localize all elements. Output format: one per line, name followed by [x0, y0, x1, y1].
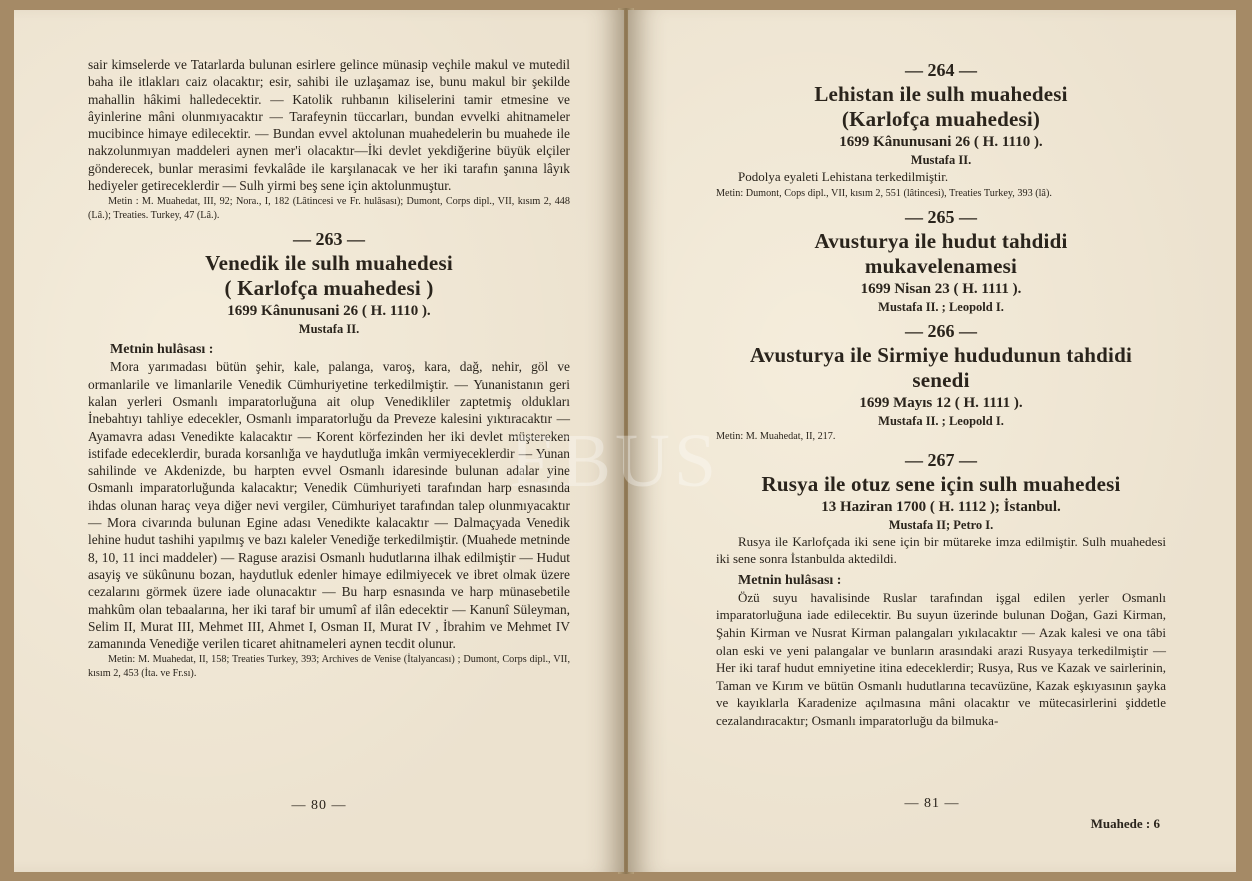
- entry-date-263: 1699 Kânunusani 26 ( H. 1110 ).: [227, 303, 431, 320]
- entry-title-267: Rusya ile otuz sene için sulh muahedesi: [761, 471, 1121, 496]
- entry-title-264: Lehistan ile sulh muahedesi: [814, 82, 1068, 106]
- entry-ruler-263: Mustafa II.: [298, 322, 360, 337]
- entry-date-264: 1699 Kânunusani 26 ( H. 1110 ).: [839, 134, 1043, 150]
- entry-ruler-265: Mustafa II. ; Leopold I.: [878, 299, 1004, 314]
- page-number-right: — 81 —: [904, 796, 960, 811]
- intro-paragraph: sair kimselerde ve Tatarlarda bulunan esirlere gelince münasip veçhile makul ve mutedil baha ile itlakları caiz olacaktır; esir, sahibi ile uzlaşamaz ise, bunu makul bir şekilde mahallin hâkimi halledecektir. — Katolik ruhbanın kiliselerini tamir etmesine ve âyinlerine mâni olunmıyacaktır — Tarafeynin tüccarları, bundan evvelki ahitnameler mucibince himaye edilecektir. — Bundan evvel aktolunan muahedelerin bu muahede ile nakzolunmıyan maddeleri aynen mer'i olacaktır—İki devlet yekdiğerine büyük elçiler gönderecek, bunlar merasimi fevkalâde ile karşılanacak ve her iki tarafın şanına lâyık hediyeler getireceklerdir — Sulh yirmi beş sene için aktolunmuştur.: [88, 57, 570, 194]
- entry-subtitle-264: (Karlofça muahedesi): [841, 107, 1041, 131]
- entry-ruler-266: Mustafa II. ; Leopold I.: [878, 413, 1004, 428]
- summary-source-263: Metin: M. Muahedat, II, 158; Treaties Turkey, 393; Archives de Venise (İtalyancası) ; Dumont, Corps dipl., VII, kısım 2, 453 (İta. ve Fr.sı).: [88, 654, 570, 680]
- entry-title-263: Venedik ile sulh muahedesi: [205, 251, 453, 276]
- watermark: EBUS: [509, 419, 721, 503]
- entry-number-263: — 263 —: [293, 229, 365, 250]
- page-number-left: — 80 —: [291, 798, 347, 813]
- entry-subtitle-266: senedi: [912, 367, 970, 392]
- entry-subtitle-265: mukavelenamesi: [864, 253, 1018, 278]
- summary-heading-263: Metnin hulâsası :: [110, 342, 214, 358]
- left-page: [14, 10, 624, 872]
- entry-ruler-264: Mustafa II.: [910, 153, 972, 167]
- entry-number-266: — 266 —: [905, 320, 977, 341]
- entry-text-264: Podolya eyaleti Lehistana terkedilmiştir.: [738, 169, 949, 184]
- entry-source-266: Metin: M. Muahedat, II, 217.: [716, 430, 836, 442]
- entry-subtitle-263: ( Karlofça muahedesi ): [224, 276, 434, 301]
- intro-source: Metin : M. Muahedat, III, 92; Nora., I, 182 (Lâtincesi ve Fr. hulâsası); Dumont, Corps dipl., VII, kısım 2, 448 (Lâ.); Treaties. Turkey, 47 (Lâ.).: [88, 196, 570, 222]
- entry-number-265: — 265 —: [905, 206, 977, 227]
- right-page: [628, 10, 1236, 872]
- entry-ruler-267: Mustafa II; Petro I.: [888, 517, 994, 532]
- entry-title-266: Avusturya ile Sirmiye hududunun tahdidi: [749, 342, 1133, 367]
- entry-date-267: 13 Haziran 1700 ( H. 1112 ); İstanbul.: [821, 498, 1061, 515]
- entry-date-265: 1699 Nisan 23 ( H. 1111 ).: [860, 280, 1022, 297]
- summary-heading-267: Metnin hulâsası :: [738, 572, 842, 588]
- entry-text-267: Rusya ile Karlofçada iki sene için bir mütareke imza edilmiştir. Sulh muahedesi iki sene sonra İstanbulda aktedildi.: [716, 533, 1166, 567]
- summary-text-263: Mora yarımadası bütün şehir, kale, palanga, varoş, kara, dağ, nehir, göl ve ormanlarile ve limanlarile Venedik Cümhuriyetine terkedilmiştir. — Yunanistanın geri kalan yerleri Osmanlı imparatorluğuna ait olup Venedikliler zaptetmiş oldukları İnebahtıyı tahliye edecekler, Osmanlı imparatorluğu da Preveze kalesini yıktıracaktır — Ayamavra adası Venedikte kalacaktır — Korent körfezinden her iki devlet müştereken istifade edeceklerdir, burada korsanlığa ve haydutluğa imkân vermiyeceklerdir — Yunan sahilinde ve Akdenizde, bu harpten evvel Osmanlı idaresinde bulunan adalar yine Osmanlı imparatorluğunda kalacaktır; Venedik Cümhuriyeti tarafından harp esnasında ihdas olunan haraç veya diğer nevi vergiler, Cümhuriyet tarafından talep olunmıyacaktır — Mora civarında bulunan Egine adası Venedikte kalacaktır — Dalmaçyada Venedik lehine hudut tashihi yapılmış ve bazı kaleler Venediğe terkedilmiştir. (Muahede metninde 8, 10, 11 inci maddeler) — Raguse arazisi Osmanlı hudutlarına ilhak edilmiştir — Hudut asayiş ve sükûnunu bozan, haydutluk edenler himaye edilmiyecek ve ibret olmak üzere cezalarını görmek üzere iade olunacaktır — Bu harp esnasında ve harp münasebetile mahkûm olan tebaalarına, her iki taraf bir umumî af ilân edecektir — Kanunî Süleyman, Selim II, Murat III, Mehmet III, Ahmet I, Osman II, Murat IV , İbrahim ve Mehmet IV zamanında Venediğe verilen ticaret ahitnameleri aynen tecdit olunur.: [88, 359, 570, 652]
- entry-title-265: Avusturya ile hudut tahdidi: [814, 228, 1068, 253]
- signature-mark: Muahede : 6: [1090, 816, 1160, 831]
- entry-number-267: — 267 —: [905, 449, 977, 470]
- entry-date-266: 1699 Mayıs 12 ( H. 1111 ).: [859, 394, 1023, 411]
- entry-source-264: Metin: Dumont, Cops dipl., VII, kısım 2, 551 (lâtincesi), Treaties Turkey, 393 (lâ).: [716, 187, 1052, 199]
- summary-text-267: Özü suyu havalisinde Ruslar tarafından işgal edilen yerler Osmanlı imparatorluğuna iade edilecektir. Bu suyun üzerinde bulunan Doğan, Gazi Kirman, Şahin Kirman ve Nusrat Kirman palangaları yıkılacaktır — Azak kalesi ve ona tâbi olan eski ve yeni palangalar ve bunların arasındaki arazi Rusyaya terkedilmiştir — Her iki taraf hudut emniyetine itina edeceklerdir; Rusya, Rus ve Kazak ve sairlerinin, Taman ve Kırım ve bütün Osmanlı hudutlarına tecavüzüne, Kazak eşkıyasının şayka ve kayıklarla Karadenize açılmasına mâni olacaktır ve mütecasirlerini şiddetle cezalandıracaktır; Osmanlı imparatorluğu da bilmuka-: [716, 589, 1166, 728]
- entry-number-264: — 264 —: [905, 60, 977, 80]
